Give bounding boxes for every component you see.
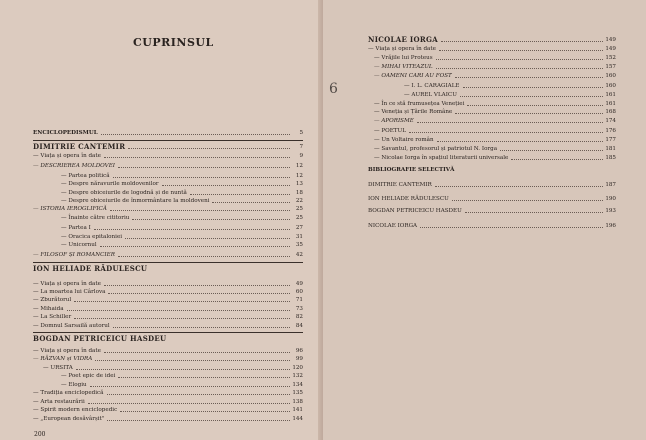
dot-leader xyxy=(101,134,290,135)
toc-entry xyxy=(374,54,616,62)
dot-leader xyxy=(465,212,603,213)
dot-leader xyxy=(439,50,603,51)
toc-entry-title: — Viața și opera în date xyxy=(33,281,101,287)
toc-entry xyxy=(61,214,303,222)
toc-entry xyxy=(33,296,303,304)
toc-entry-page: 196 xyxy=(605,223,616,229)
toc-entry-page: 96 xyxy=(295,348,303,354)
dot-leader xyxy=(455,113,603,114)
dot-leader xyxy=(113,177,290,178)
toc-entry xyxy=(61,372,303,380)
dot-leader xyxy=(118,167,290,168)
toc-entry-page: 84 xyxy=(295,323,303,329)
toc-entry-title: — La Schiller xyxy=(33,314,72,320)
toc-entry-title: — Un Voltaire român xyxy=(374,137,434,143)
toc-entry-page: 73 xyxy=(295,306,303,312)
toc-entry xyxy=(33,406,303,414)
toc-entry-title: — Despre năravurile moldovenilor xyxy=(61,181,159,187)
toc-entry-title: — Elogiu xyxy=(61,382,87,388)
toc-entry-page: 132 xyxy=(292,373,303,379)
toc-entry-page: 181 xyxy=(605,146,616,152)
toc-entry-page: 35 xyxy=(295,242,303,248)
dot-leader xyxy=(100,246,290,247)
toc-entry-page: 144 xyxy=(292,416,303,422)
dot-leader xyxy=(118,377,290,378)
toc-entry-page: 42 xyxy=(295,252,303,258)
dot-leader xyxy=(120,411,290,412)
dot-leader xyxy=(125,238,290,239)
toc-entry-page: 120 xyxy=(292,365,303,371)
toc-entry-title: — Savantul, profesorul și patriotul N. Iorga xyxy=(374,146,498,152)
toc-entry xyxy=(374,108,616,116)
toc-entry-title: BIBLIOGRAFIE SELECTIVĂ xyxy=(368,167,455,173)
toc-entry-title: BOGDAN PETRICEICU HASDEU xyxy=(33,334,167,343)
toc-entry-page: 161 xyxy=(605,101,616,107)
toc-entry xyxy=(368,195,616,203)
toc-entry-page: 176 xyxy=(605,128,616,134)
toc-entry xyxy=(33,322,303,330)
dot-leader xyxy=(437,141,603,142)
toc-entry-page: 60 xyxy=(295,289,303,295)
dot-leader xyxy=(162,185,290,186)
page-title: CUPRINSUL xyxy=(133,36,214,49)
toc-entry-title: — Tradiția enciclopedică xyxy=(33,390,104,396)
toc-entry-title: DIMITRIE CANTEMIR xyxy=(33,142,126,151)
dot-leader xyxy=(113,327,290,328)
toc-entry-title: — Zburătorul xyxy=(33,297,72,303)
toc-entry-page: 135 xyxy=(292,390,303,396)
toc-entry-page: 185 xyxy=(605,155,616,161)
toc-entry xyxy=(404,82,616,90)
toc-entry xyxy=(33,389,303,397)
toc-entry-title: — Viața și opera în date xyxy=(33,153,101,159)
dot-leader xyxy=(436,68,603,69)
toc-entry-page: 12 xyxy=(295,173,303,179)
toc-entry xyxy=(368,181,616,189)
dot-leader xyxy=(104,285,290,286)
toc-entry-title: — DESCRIEREA MOLDOVEI xyxy=(33,163,116,169)
toc-entry xyxy=(33,415,303,423)
section-rule xyxy=(33,140,303,141)
toc-entry-page: 160 xyxy=(605,73,616,79)
toc-entry xyxy=(374,145,616,153)
toc-entry xyxy=(374,63,616,71)
toc-entry-page: 134 xyxy=(292,382,303,388)
toc-entry xyxy=(61,189,303,197)
toc-entry-title: — Înainte către cititoriu xyxy=(61,215,130,221)
toc-entry-title: — OAMENI CARI AU FOST xyxy=(374,73,452,79)
toc-entry xyxy=(33,152,303,160)
dot-leader xyxy=(190,194,290,195)
toc-entry-title: — Domnul Sarsailă autorul xyxy=(33,323,110,329)
dot-leader xyxy=(132,219,290,220)
toc-entry-title: ION HELIADE RĂDULESCU xyxy=(368,196,449,202)
toc-entry-title: — POETUL xyxy=(374,128,406,134)
toc-entry-page: 12 xyxy=(295,163,303,169)
toc-entry-page: 193 xyxy=(605,208,616,214)
dot-leader xyxy=(104,157,290,158)
toc-entry xyxy=(43,364,303,372)
dot-leader xyxy=(107,420,290,421)
toc-entry-title: NICOLAE IORGA xyxy=(368,35,438,44)
toc-entry xyxy=(368,222,616,230)
toc-entry-page: 82 xyxy=(295,314,303,320)
toc-entry-title: — Viața și opera în date xyxy=(368,46,436,52)
toc-entry-title: — ISTORIA IEROGLIFICĂ xyxy=(33,206,107,212)
dot-leader xyxy=(436,59,603,60)
toc-entry-title: — Spirit modern enciclopedic xyxy=(33,407,118,413)
toc-entry-title: — La moartea lui Cârlova xyxy=(33,289,106,295)
toc-entry-title: NICOLAE IORGA xyxy=(368,223,418,229)
dot-leader xyxy=(74,301,290,302)
toc-entry-title: BOGDAN PETRICEICU HASDEU xyxy=(368,208,462,214)
dot-leader xyxy=(500,150,603,151)
toc-entry-page: 190 xyxy=(605,196,616,202)
toc-entry xyxy=(61,241,303,249)
toc-entry-page: 71 xyxy=(295,297,303,303)
toc-entry-title: — Partea I xyxy=(61,225,91,231)
toc-entry xyxy=(33,162,303,170)
toc-entry-page: 13 xyxy=(295,181,303,187)
toc-entry-page: 187 xyxy=(605,182,616,188)
toc-entry xyxy=(374,154,616,162)
dot-leader xyxy=(128,148,290,149)
toc-entry xyxy=(33,143,303,151)
dot-leader xyxy=(94,229,290,230)
toc-entry-page: 174 xyxy=(605,118,616,124)
toc-entry-title: — URSITA xyxy=(43,365,73,371)
toc-entry-title: — RĂZVAN și VIDRA xyxy=(33,356,93,362)
toc-entry xyxy=(33,355,303,363)
dot-leader xyxy=(90,386,290,387)
dot-leader xyxy=(108,293,290,294)
dot-leader xyxy=(460,96,603,97)
dot-leader xyxy=(74,318,290,319)
toc-entry-title: — Veneția și Țările Române xyxy=(374,109,453,115)
toc-entry xyxy=(61,224,303,232)
toc-entry xyxy=(33,305,303,313)
right-page xyxy=(323,0,646,440)
page-number: 200 xyxy=(34,431,46,438)
toc-entry-title: — Vrăjile lui Proteus xyxy=(374,55,433,61)
toc-entry-page: 152 xyxy=(605,55,616,61)
toc-entry-title: — Poet epic de idei xyxy=(61,373,116,379)
dot-leader xyxy=(118,256,290,257)
toc-entry-page: 177 xyxy=(605,137,616,143)
toc-entry xyxy=(374,136,616,144)
toc-entry-title: — În ce stă frumusețea Veneției xyxy=(374,101,465,107)
toc-entry xyxy=(368,207,616,215)
toc-entry xyxy=(61,197,303,205)
toc-entry-page: 25 xyxy=(295,215,303,221)
toc-entry xyxy=(33,251,303,259)
dot-leader xyxy=(452,200,603,201)
dot-leader xyxy=(511,159,603,160)
toc-entry-page: 22 xyxy=(295,198,303,204)
dot-leader xyxy=(455,77,603,78)
toc-entry-page: 9 xyxy=(299,153,303,159)
toc-entry xyxy=(61,233,303,241)
dot-leader xyxy=(212,202,290,203)
toc-entry-title: — AUREL VLAICU xyxy=(404,92,457,98)
dot-leader xyxy=(463,87,604,88)
toc-entry xyxy=(374,72,616,80)
toc-entry-page: 27 xyxy=(295,225,303,231)
toc-entry-page: 149 xyxy=(605,37,616,43)
toc-entry-page: 5 xyxy=(299,130,303,136)
toc-entry-title: ION HELIADE RĂDULESCU xyxy=(33,264,148,273)
toc-entry xyxy=(33,280,303,288)
toc-entry-page: 99 xyxy=(295,356,303,362)
toc-entry-title: — APORISME xyxy=(374,118,414,124)
dot-leader xyxy=(110,210,290,211)
toc-entry-title: — Despre obiceiurile de logodnă și de nuntă xyxy=(61,190,187,196)
toc-entry xyxy=(368,166,616,174)
dot-leader xyxy=(107,394,291,395)
toc-entry-page: 31 xyxy=(295,234,303,240)
toc-entry-title: — Partea politică xyxy=(61,173,110,179)
toc-entry-title: — Oracica epitaloniei xyxy=(61,234,123,240)
toc-entry xyxy=(374,127,616,135)
toc-entry-title: — Arta restaurării xyxy=(33,399,85,405)
section-rule xyxy=(33,332,303,333)
toc-entry xyxy=(33,347,303,355)
toc-entry xyxy=(374,100,616,108)
toc-entry-page: 138 xyxy=(292,399,303,405)
dot-leader xyxy=(435,186,603,187)
toc-entry xyxy=(61,172,303,180)
toc-entry-title: — Nicolae Iorga în spațiul literaturii universale xyxy=(374,155,509,161)
toc-entry-title: — Despre obiceiurile de înmormântare la moldoveni xyxy=(61,198,210,204)
toc-entry-title: — Viața și opera în date xyxy=(33,348,101,354)
dot-leader xyxy=(467,105,603,106)
dot-leader xyxy=(76,369,290,370)
toc-entry xyxy=(61,381,303,389)
marginal-mark: 6 xyxy=(329,81,338,97)
toc-entry-title: — MIHAI VITEAZUL xyxy=(374,64,433,70)
toc-entry-page: 7 xyxy=(299,144,303,150)
toc-entry-page: 161 xyxy=(605,92,616,98)
dot-leader xyxy=(67,310,290,311)
toc-entry xyxy=(368,45,616,53)
toc-entry-page: 25 xyxy=(295,206,303,212)
toc-entry xyxy=(374,117,616,125)
dot-leader xyxy=(417,122,603,123)
toc-entry-page: 49 xyxy=(295,281,303,287)
toc-entry-title: — I. L. CARAGIALE xyxy=(404,83,460,89)
toc-entry-title: ENCICLOPEDISMUL xyxy=(33,130,98,136)
toc-entry-title: DIMITRIE CANTEMIR xyxy=(368,182,432,188)
toc-entry-page: 149 xyxy=(605,46,616,52)
dot-leader xyxy=(441,41,603,42)
toc-entry xyxy=(33,265,303,273)
toc-entry xyxy=(61,180,303,188)
toc-entry-page: 18 xyxy=(295,190,303,196)
dot-leader xyxy=(95,360,290,361)
dot-leader xyxy=(420,227,603,228)
toc-entry xyxy=(33,205,303,213)
toc-entry xyxy=(33,313,303,321)
toc-entry xyxy=(33,129,303,137)
toc-entry xyxy=(33,398,303,406)
toc-entry xyxy=(33,288,303,296)
toc-entry-title: — Unicornul xyxy=(61,242,97,248)
toc-entry-title: — „European desăvârșit" xyxy=(33,416,105,422)
section-rule xyxy=(33,262,303,263)
toc-entry-page: 157 xyxy=(605,64,616,70)
dot-leader xyxy=(104,352,290,353)
toc-entry xyxy=(33,335,303,343)
toc-entry-page: 168 xyxy=(605,109,616,115)
toc-entry xyxy=(404,91,616,99)
dot-leader xyxy=(409,132,603,133)
dot-leader xyxy=(88,403,290,404)
toc-entry xyxy=(368,36,616,44)
toc-entry-page: 160 xyxy=(605,83,616,89)
toc-entry-title: — Mihaida xyxy=(33,306,64,312)
toc-entry-page: 141 xyxy=(292,407,303,413)
toc-entry-title: — FILOSOF ȘI ROMANCIER xyxy=(33,252,115,258)
